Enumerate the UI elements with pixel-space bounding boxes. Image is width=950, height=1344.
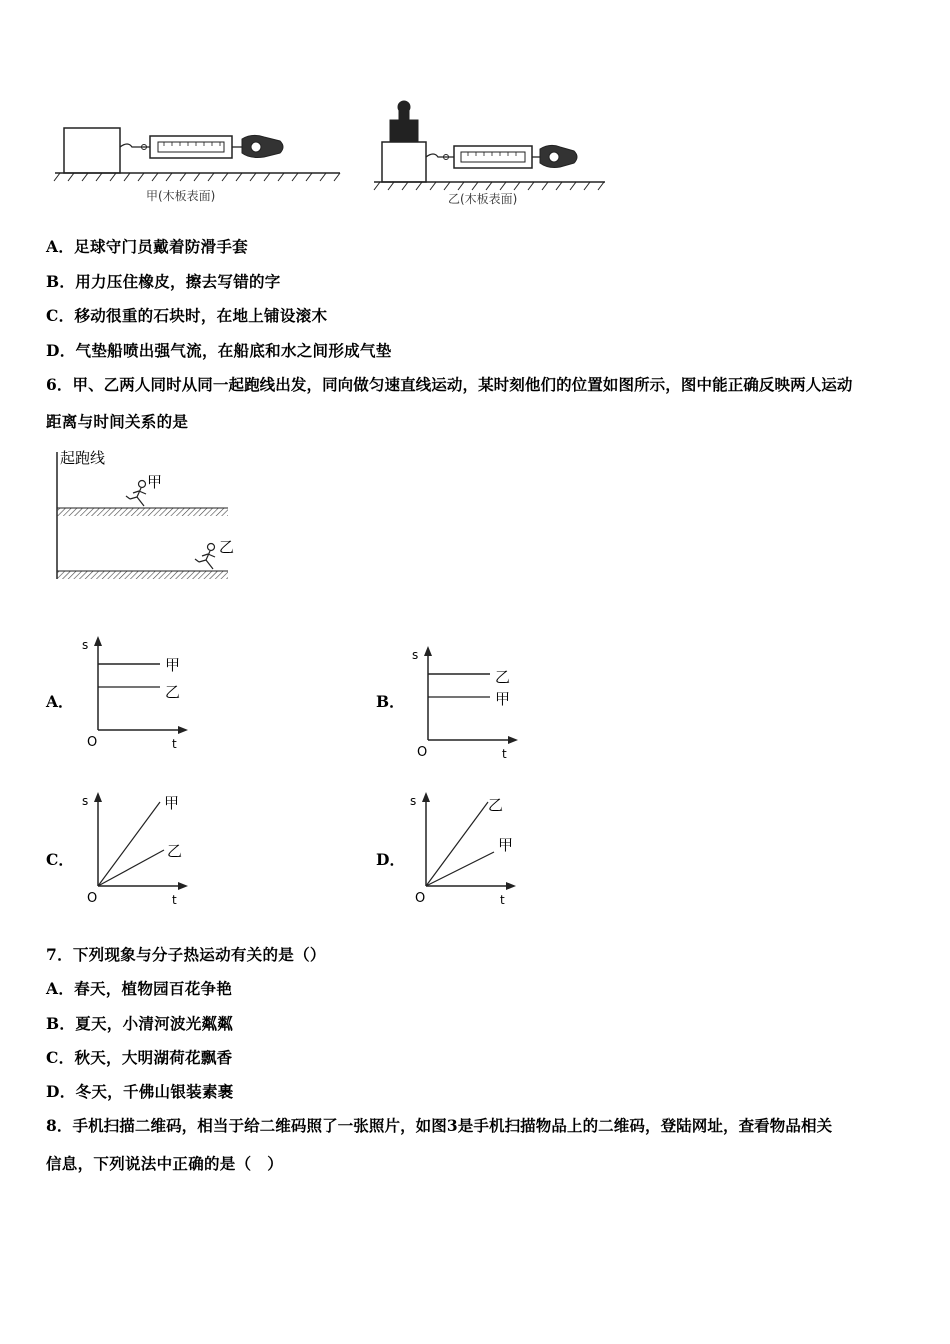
q6-running-track-figure xyxy=(50,444,250,589)
graph-c-y-axis-label: s xyxy=(82,794,89,808)
option-text: 气垫船喷出强气流，在船底和水之间形成气垫 xyxy=(75,341,392,360)
caption-yi: 乙(木板表面) xyxy=(448,192,518,206)
lane-bottom xyxy=(57,571,228,579)
setup-jia xyxy=(54,128,340,181)
graph-c-upper-line xyxy=(98,802,160,886)
graph-a-option-label: A． xyxy=(46,692,74,711)
graph-a-lower-label: 乙 xyxy=(165,683,181,701)
graph-a-origin-label: O xyxy=(87,735,98,750)
graph-d-lower-label: 甲 xyxy=(498,836,514,854)
q8-stem-line2: 信息，下列说法中正确的是（ ） xyxy=(46,1154,284,1173)
graph-c-upper-label: 甲 xyxy=(164,794,180,812)
option-text: 用力压住橡皮，擦去写错的字 xyxy=(75,272,281,291)
graph-a-x-axis-label: t xyxy=(172,737,177,751)
graph-b-option-label: B． xyxy=(376,692,405,711)
option-text: 夏天，小清河波光粼粼 xyxy=(75,1014,234,1033)
graph-c-origin-label: O xyxy=(87,891,98,906)
graph-d-option-label: D． xyxy=(376,850,405,869)
option-label: A． xyxy=(46,979,75,998)
graph-c-lower-line xyxy=(98,850,164,886)
q5-option-d xyxy=(46,339,392,361)
graph-c-option-label: C． xyxy=(46,850,74,869)
q7-option-a xyxy=(46,977,232,999)
q7-option-c xyxy=(46,1046,232,1068)
option-label: C． xyxy=(46,1048,75,1067)
option-text: 秋天，大明湖荷花飘香 xyxy=(74,1048,233,1067)
q7-option-b xyxy=(46,1012,233,1034)
q7-option-d xyxy=(46,1080,234,1102)
graph-a xyxy=(78,632,208,754)
graph-b-x-axis-label: t xyxy=(502,747,507,761)
q6-stem-line1: 6．甲、乙两人同时从同一起跑线出发，同向做匀速直线运动，某时刻他们的位置如图所示，图中能正确反映两人运动 xyxy=(46,375,853,394)
graph-c-x-axis-label: t xyxy=(172,893,177,907)
lane-divider xyxy=(57,508,228,516)
graph-b xyxy=(408,642,538,764)
option-label: A． xyxy=(46,237,75,256)
graph-d-origin-label: O xyxy=(415,891,426,906)
graph-c xyxy=(78,788,208,910)
q5-option-a xyxy=(46,235,248,257)
option-label: C． xyxy=(46,306,75,325)
option-text: 移动很重的石块时，在地上铺设滚木 xyxy=(74,306,328,325)
graph-d-lower-line xyxy=(426,852,494,886)
q5-option-b xyxy=(46,270,281,292)
graph-d-upper-line xyxy=(426,802,488,886)
option-text: 春天，植物园百花争艳 xyxy=(74,979,233,998)
runner-jia-icon xyxy=(126,481,146,507)
option-text: 足球守门员戴着防滑手套 xyxy=(74,237,248,256)
option-label: D． xyxy=(46,341,76,360)
graph-b-y-axis-label: s xyxy=(412,648,419,662)
graph-b-lower-label: 甲 xyxy=(495,690,511,708)
caption-jia: 甲(木板表面) xyxy=(146,189,216,203)
graph-b-upper-label: 乙 xyxy=(495,668,511,686)
q5-option-c xyxy=(46,304,327,326)
option-label: B． xyxy=(46,272,76,291)
graph-d-upper-label: 乙 xyxy=(488,796,504,814)
graph-a-upper-label: 甲 xyxy=(165,656,181,674)
q8-stem-line1: 8．手机扫描二维码，相当于给二维码照了一张照片，如图3是手机扫描物品上的二维码，登陆网址，查看物品相关 xyxy=(46,1116,833,1135)
runner-yi-icon xyxy=(195,544,215,570)
graph-d-x-axis-label: t xyxy=(500,893,505,907)
graph-b-origin-label: O xyxy=(417,745,428,760)
option-label: D． xyxy=(46,1082,76,1101)
runner-yi-label: 乙 xyxy=(219,538,235,556)
runner-jia-label: 甲 xyxy=(147,473,163,491)
graph-d-y-axis-label: s xyxy=(410,794,417,808)
q7-stem: 7．下列现象与分子热运动有关的是（） xyxy=(46,945,326,964)
q6-stem-line2: 距离与时间关系的是 xyxy=(46,412,189,431)
graph-c-lower-label: 乙 xyxy=(167,842,183,860)
option-label: B． xyxy=(46,1014,76,1033)
option-text: 冬天，千佛山银装素裹 xyxy=(75,1082,234,1101)
graph-a-y-axis-label: s xyxy=(82,638,89,652)
start-line-label: 起跑线 xyxy=(60,449,106,467)
friction-experiment-figure xyxy=(40,95,620,215)
graph-d xyxy=(406,788,536,910)
setup-yi xyxy=(374,101,605,190)
